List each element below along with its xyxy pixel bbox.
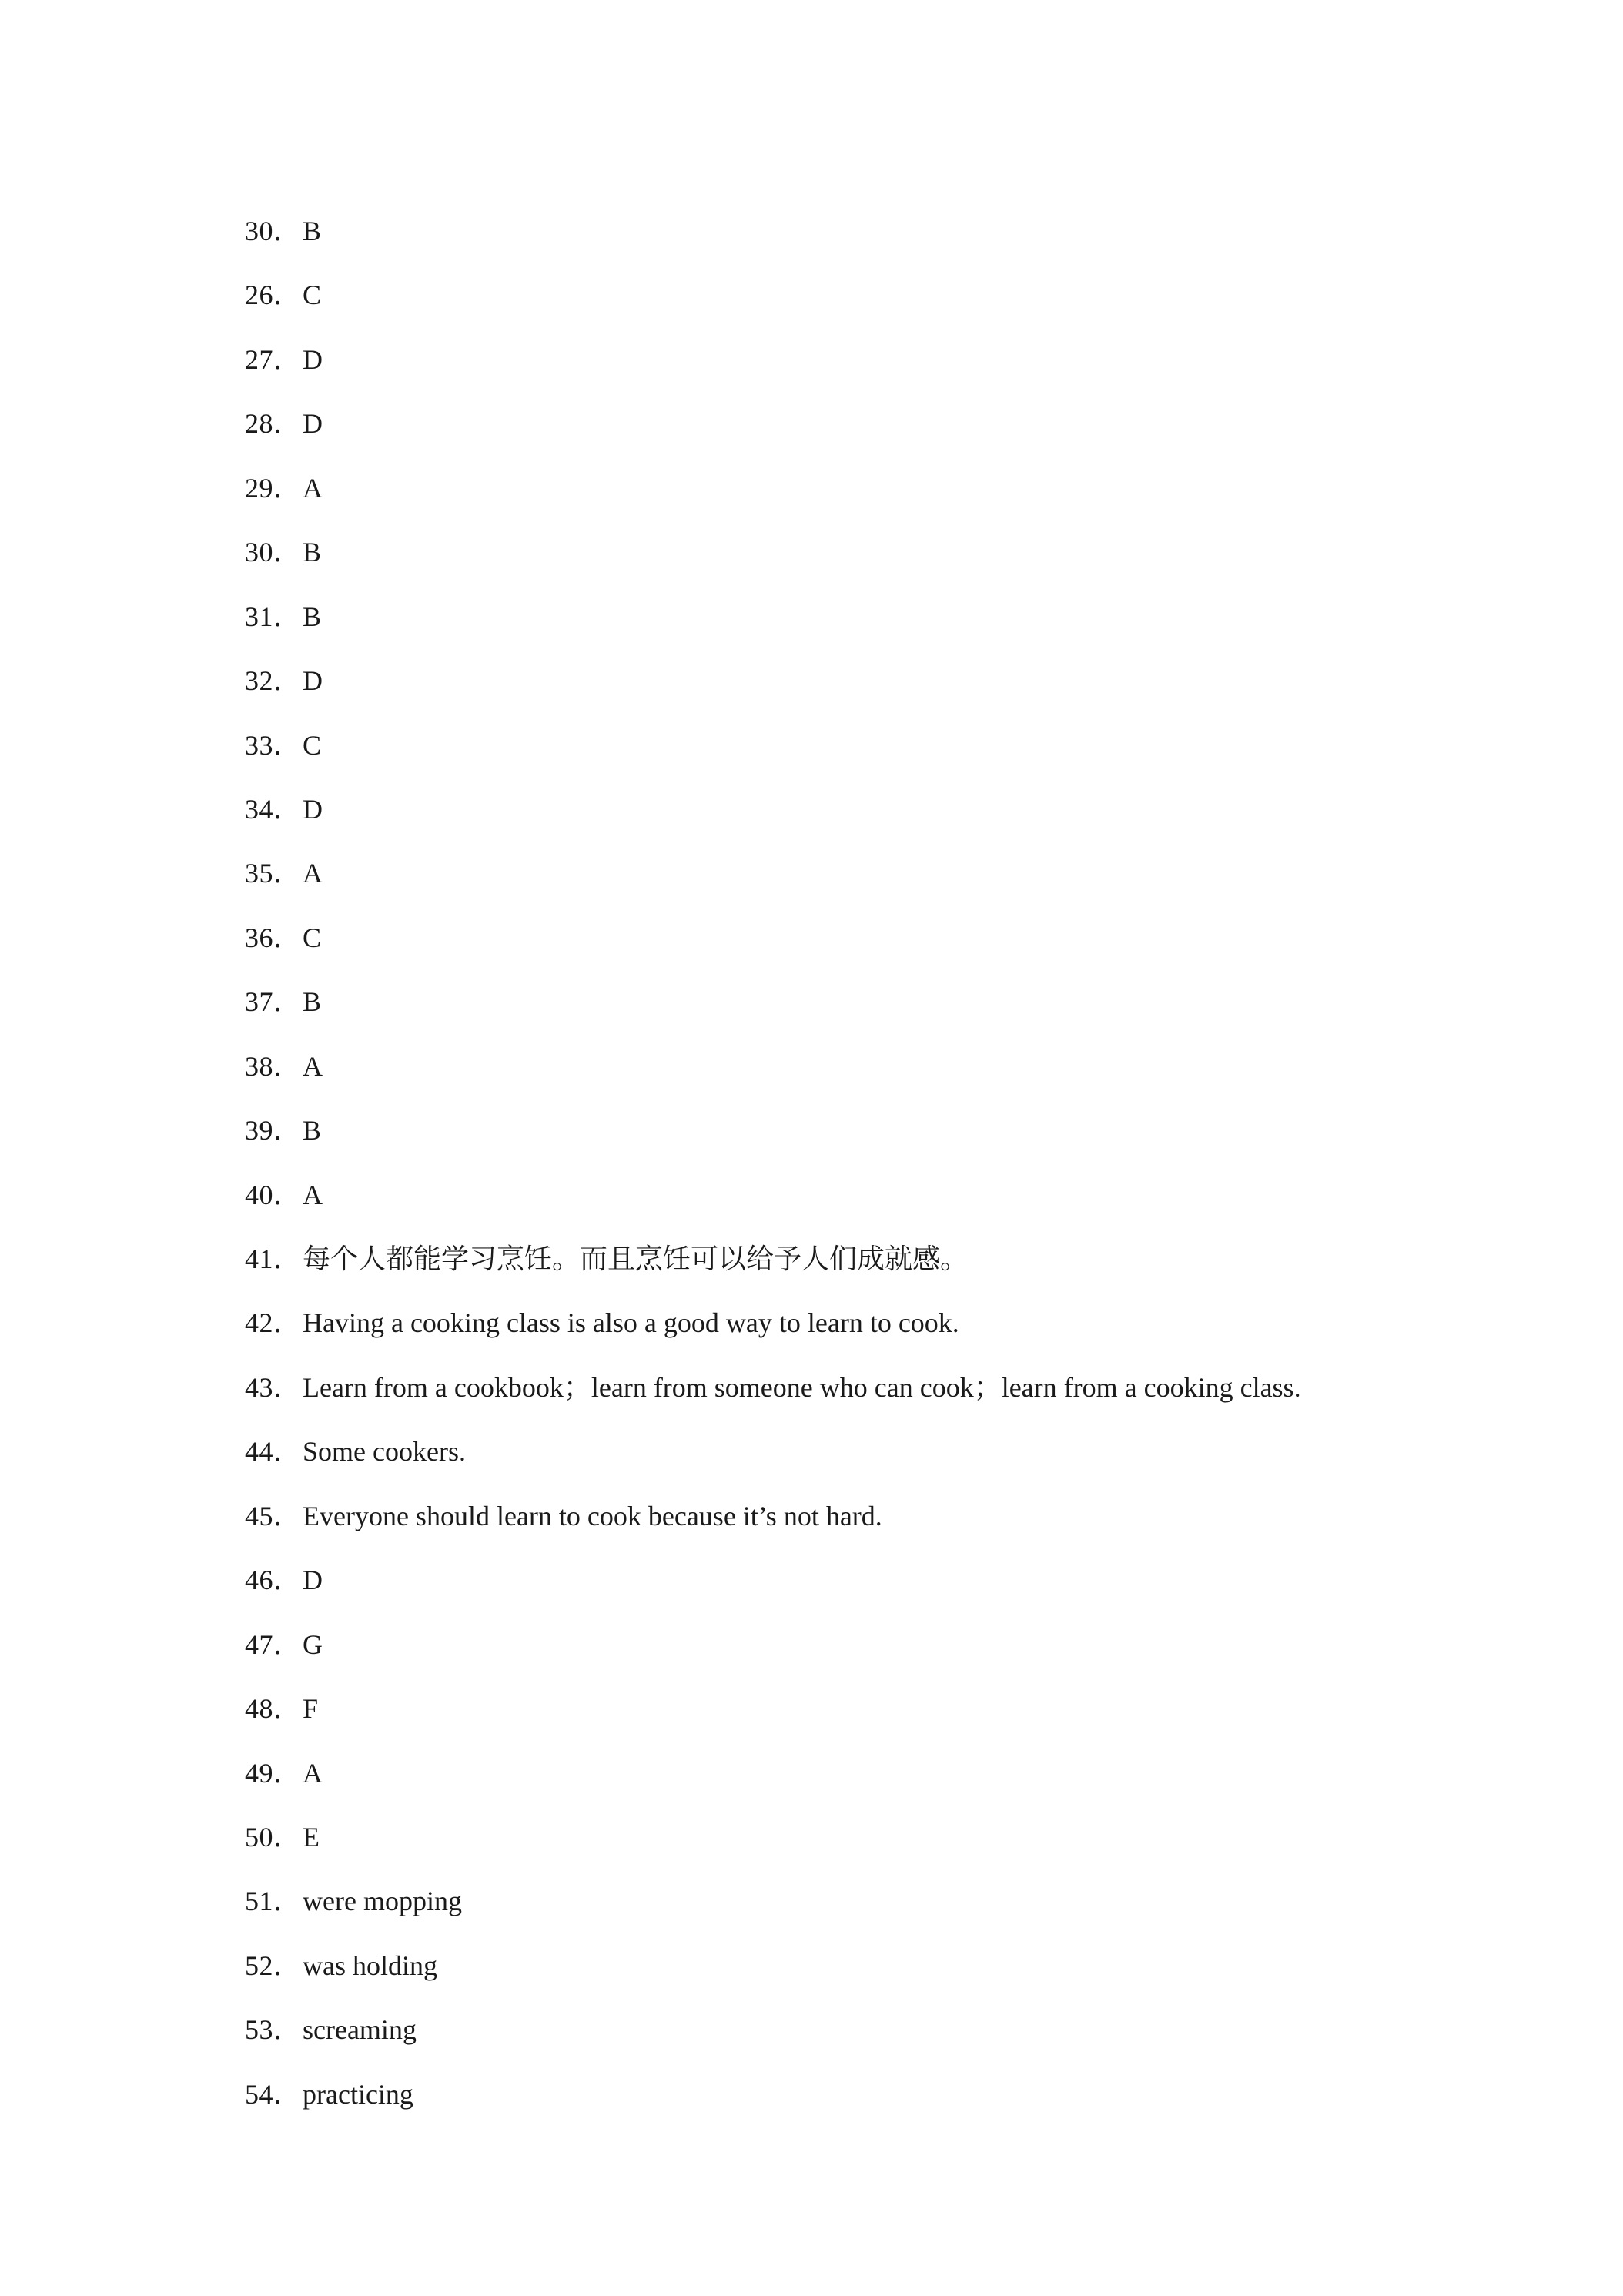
answer-number: 31．	[245, 601, 302, 632]
answer-number: 39．	[245, 1115, 302, 1146]
answer-text: C	[303, 279, 322, 311]
answer-number: 35．	[245, 858, 302, 889]
answer-text: B	[303, 537, 322, 568]
answer-text: Some cookers.	[303, 1436, 466, 1468]
answer-item	[245, 1943, 1554, 2006]
answer-text: Learn from a cookbook；learn from someone who can cook；learn from a cooking class.	[303, 1371, 1301, 1403]
answer-text: D	[303, 665, 323, 697]
answer-number: 27．	[245, 343, 302, 375]
answer-text: D	[303, 408, 323, 440]
answer-number: 30．	[245, 537, 302, 568]
answer-number: 54．	[245, 2078, 302, 2110]
answer-text: B	[303, 216, 322, 246]
answer-item	[245, 1300, 1554, 1364]
answer-number: 26．	[245, 279, 302, 311]
answer-item	[245, 658, 1554, 721]
answer-item	[245, 465, 1554, 529]
answer-item	[245, 1622, 1554, 1685]
answer-item	[245, 1172, 1554, 1236]
answer-item	[245, 1107, 1554, 1171]
answer-text: screaming	[303, 2014, 417, 2046]
answer-text: were mopping	[303, 1886, 462, 1917]
answer-item	[245, 915, 1554, 979]
answer-text: D	[303, 343, 323, 375]
answer-text: C	[303, 729, 322, 761]
answer-text: Having a cooking class is also a good way to learn to cook.	[303, 1307, 959, 1339]
answer-number: 49．	[245, 1757, 302, 1789]
answer-number: 30．	[245, 216, 302, 246]
answer-item	[245, 208, 1554, 272]
answer-item	[245, 1750, 1554, 1814]
answer-text: A	[303, 472, 323, 504]
answer-text: D	[303, 793, 323, 825]
answer-item	[245, 2071, 1554, 2135]
answer-item	[245, 336, 1554, 400]
answer-item	[245, 2006, 1554, 2070]
answer-item	[245, 979, 1554, 1043]
answer-item	[245, 272, 1554, 336]
answer-number: 44．	[245, 1436, 302, 1468]
answer-number: 53．	[245, 2014, 302, 2046]
answer-text: was holding	[303, 1950, 437, 1981]
answer-number: 33．	[245, 729, 302, 761]
answer-text: practicing	[303, 2078, 413, 2110]
answer-text: E	[303, 1821, 320, 1853]
answer-text: F	[303, 1693, 319, 1725]
answer-number: 48．	[245, 1693, 302, 1725]
answer-number: 43．	[245, 1371, 302, 1403]
answer-number: 40．	[245, 1179, 302, 1210]
answer-item	[245, 1557, 1554, 1621]
answer-text: A	[303, 858, 323, 889]
answer-item	[245, 1878, 1554, 1942]
answer-list	[245, 208, 1554, 2135]
answer-text: D	[303, 1565, 323, 1596]
answer-item	[245, 1428, 1554, 1492]
answer-number: 28．	[245, 408, 302, 440]
answer-item	[245, 400, 1554, 464]
answer-text: A	[303, 1050, 323, 1082]
answer-number: 36．	[245, 922, 302, 953]
answer-item	[245, 1493, 1554, 1557]
answer-number: 41．	[245, 1243, 302, 1274]
answer-item	[245, 850, 1554, 914]
answer-text: C	[303, 922, 322, 953]
answer-number: 32．	[245, 665, 302, 697]
answer-item	[245, 1364, 1554, 1428]
answer-item	[245, 1236, 1554, 1300]
answer-number: 42．	[245, 1307, 302, 1339]
answer-number: 37．	[245, 986, 302, 1018]
answer-number: 34．	[245, 793, 302, 825]
answer-text: B	[303, 986, 322, 1018]
answer-item	[245, 529, 1554, 593]
answer-number: 47．	[245, 1628, 302, 1660]
answer-item	[245, 1685, 1554, 1749]
answer-text: A	[303, 1757, 323, 1789]
answer-number: 38．	[245, 1050, 302, 1082]
answer-number: 52．	[245, 1950, 302, 1981]
answer-item	[245, 722, 1554, 786]
answer-text: B	[303, 1115, 322, 1146]
answer-number: 51．	[245, 1886, 302, 1917]
answer-text: A	[303, 1179, 323, 1210]
answer-item	[245, 594, 1554, 658]
answer-text: Everyone should learn to cook because it’s not hard.	[303, 1500, 882, 1531]
answer-text: 每个人都能学习烹饪。而且烹饪可以给予人们成就感。	[303, 1243, 969, 1274]
answer-item	[245, 1814, 1554, 1878]
answer-item	[245, 1043, 1554, 1107]
answer-number: 50．	[245, 1821, 302, 1853]
answer-number: 46．	[245, 1565, 302, 1596]
answer-text: B	[303, 601, 322, 632]
answer-item	[245, 786, 1554, 850]
answer-text: G	[303, 1628, 323, 1660]
answer-number: 45．	[245, 1500, 302, 1531]
answer-number: 29．	[245, 472, 302, 504]
